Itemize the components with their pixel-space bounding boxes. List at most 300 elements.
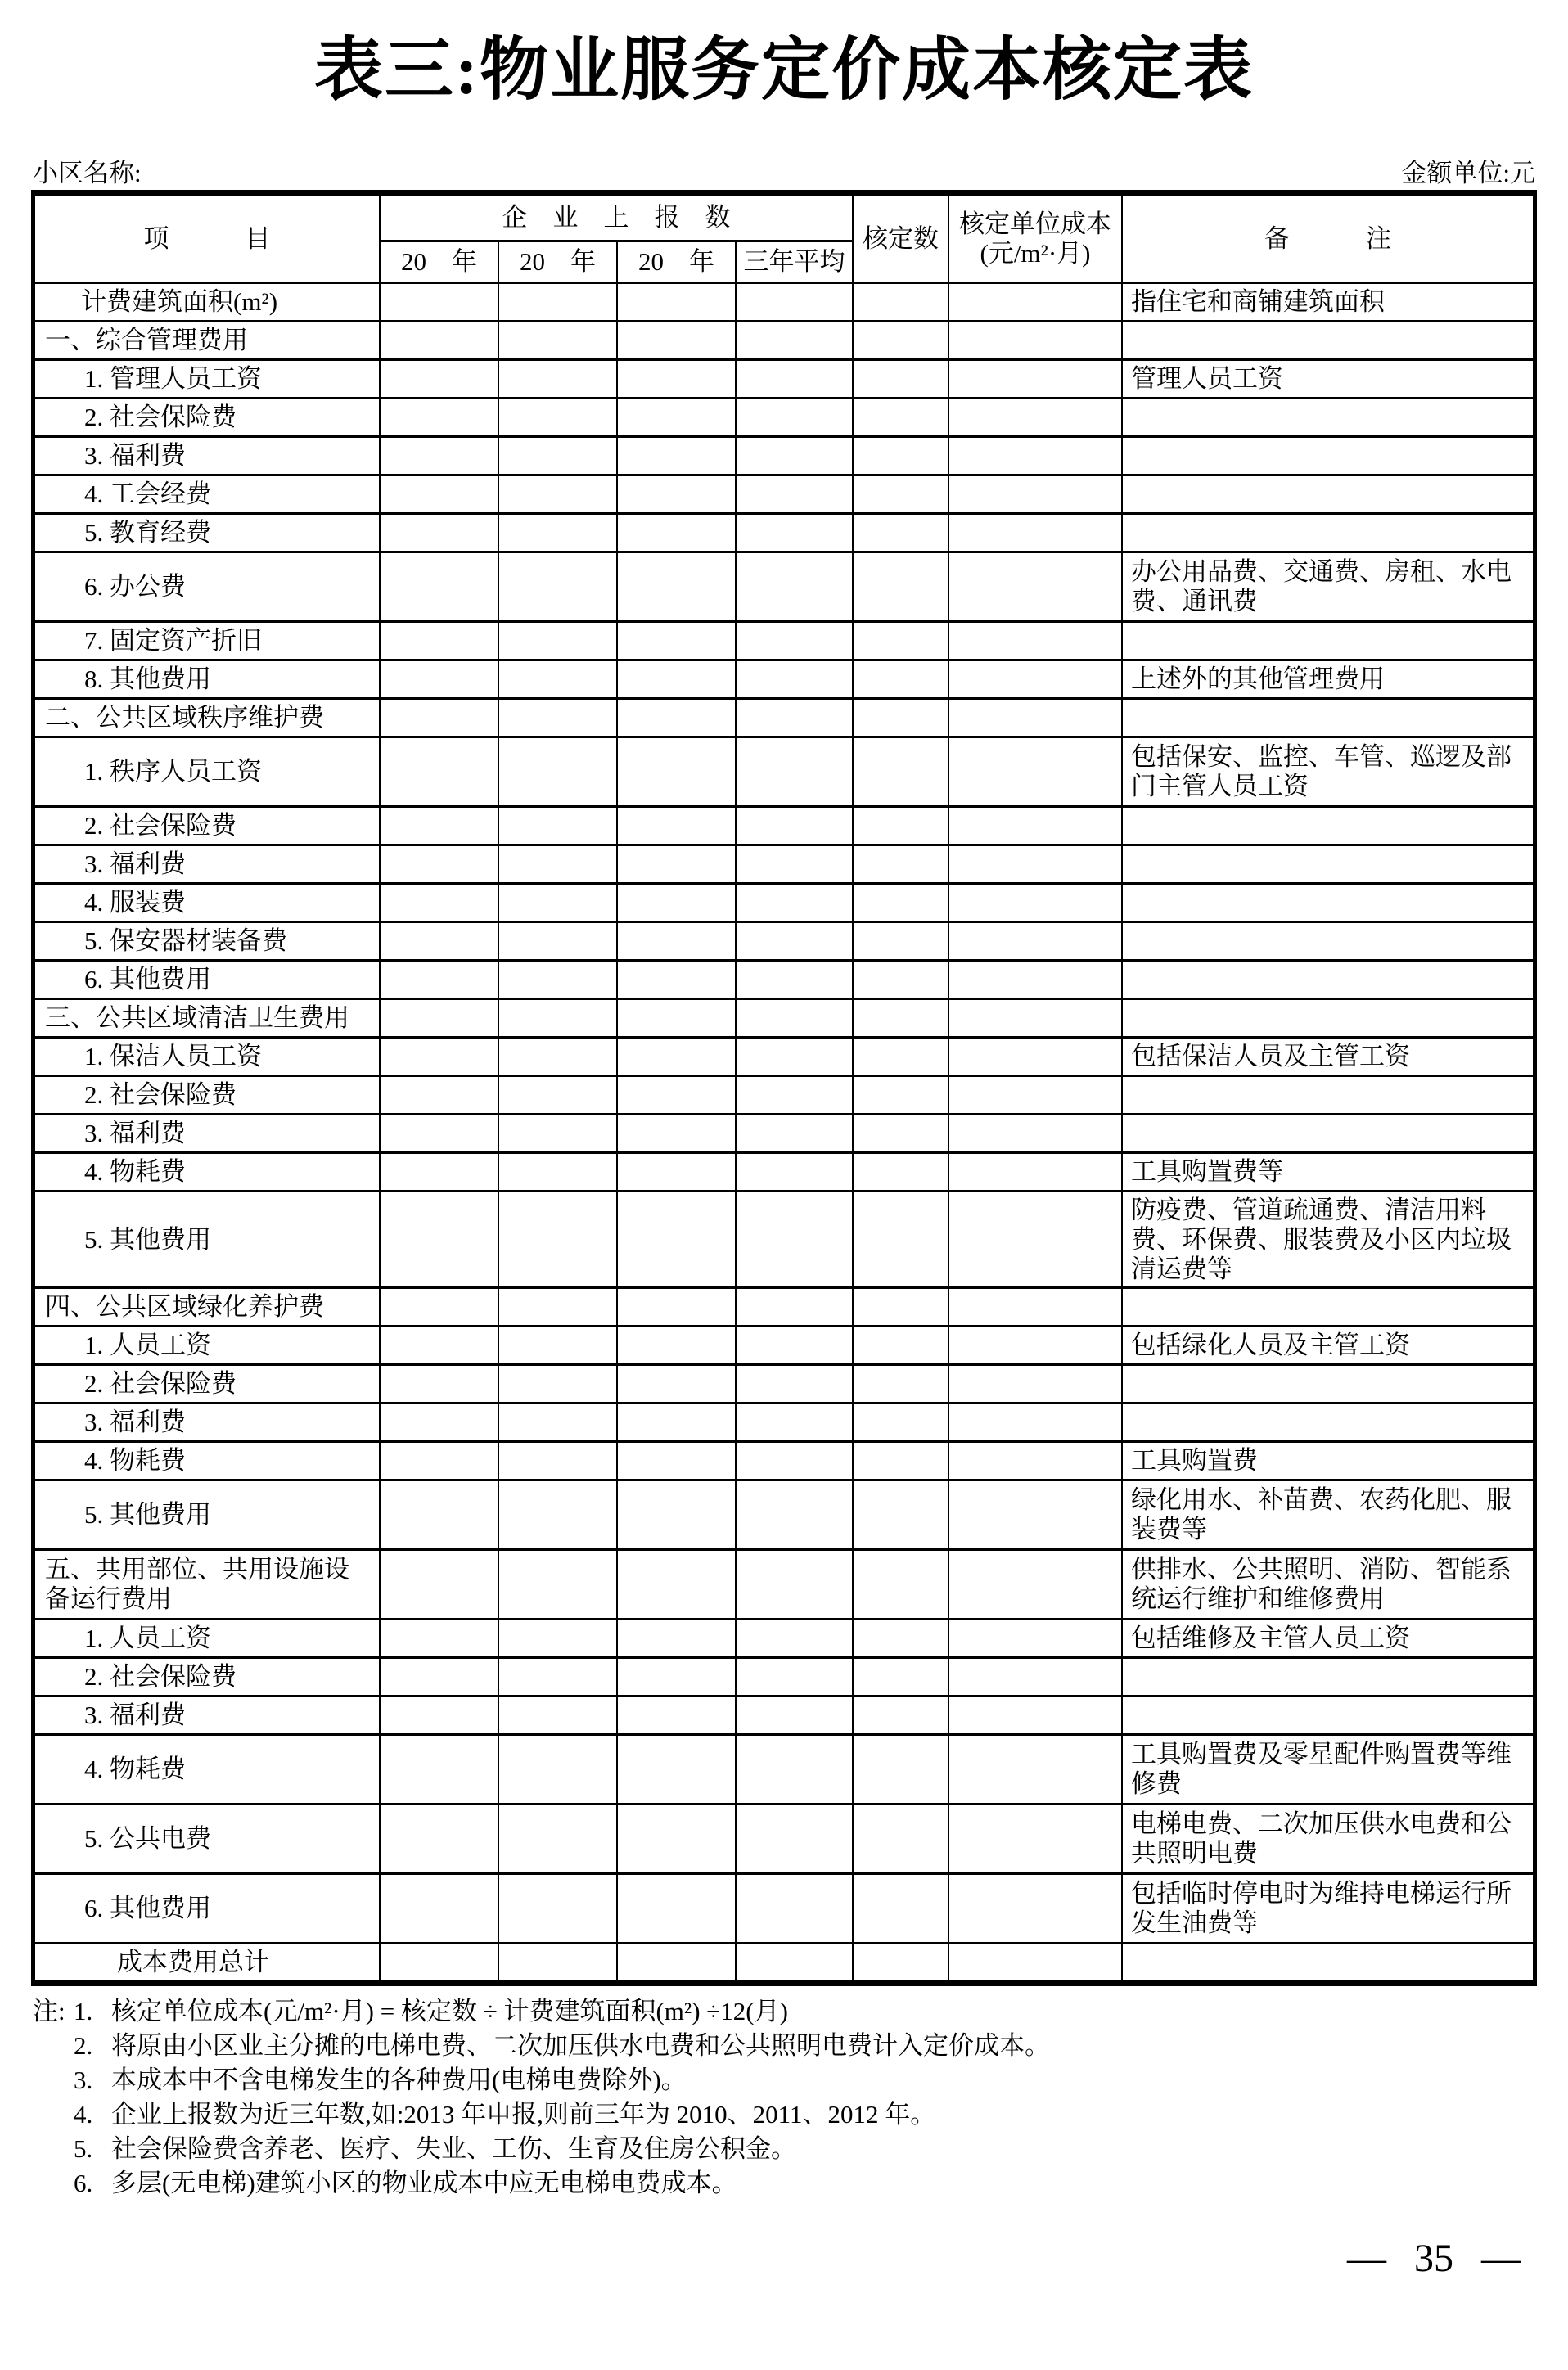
year1-cell xyxy=(381,553,498,620)
year2-cell xyxy=(499,661,616,697)
community-name-label: 小区名称: xyxy=(33,159,142,187)
header-year2-cell: 20 年 xyxy=(499,242,616,282)
year1-cell xyxy=(381,1366,498,1402)
row-label: 5. 教育经费 xyxy=(84,518,211,547)
year2-cell xyxy=(499,923,616,959)
three-year-average-cell xyxy=(737,553,852,620)
three-year-average-cell xyxy=(737,1481,852,1548)
year1-cell xyxy=(381,515,498,551)
year1-cell xyxy=(381,1481,498,1548)
three-year-average-cell xyxy=(737,1944,852,1980)
approved-number-cell xyxy=(854,1366,948,1402)
header-item-cell: 项 目 xyxy=(35,196,379,282)
row-label-cell xyxy=(35,322,379,358)
approved-unit-cost-cell xyxy=(949,923,1121,959)
approved-number-cell xyxy=(854,1944,948,1980)
year2-cell xyxy=(499,438,616,474)
row-label: 3. 福利费 xyxy=(84,849,186,878)
row-label-cell xyxy=(35,1192,379,1286)
year1-cell xyxy=(381,1039,498,1075)
three-year-average-cell xyxy=(737,661,852,697)
year2-cell xyxy=(499,1736,616,1803)
row-label: 6. 办公费 xyxy=(84,572,186,601)
three-year-average-cell xyxy=(737,1039,852,1075)
note-text: 社会保险费含养老、医疗、失业、工伤、生育及住房公积金。 xyxy=(111,2134,796,2163)
three-year-average-cell xyxy=(737,399,852,435)
year2-cell xyxy=(499,1875,616,1942)
row-label: 1. 人员工资 xyxy=(84,1624,211,1652)
year3-cell xyxy=(618,1697,735,1733)
three-year-average-cell xyxy=(737,1154,852,1190)
year1-cell xyxy=(381,1000,498,1036)
remark-cell xyxy=(1123,1805,1533,1872)
note-text: 多层(无电梯)建筑小区的物业成本中应无电梯电费成本。 xyxy=(111,2169,737,2197)
remark-cell xyxy=(1123,1659,1533,1695)
approved-number-cell xyxy=(854,1289,948,1325)
remark-text: 包括绿化人员及主管工资 xyxy=(1131,1331,1410,1359)
approved-number-cell xyxy=(854,623,948,659)
year3-cell xyxy=(618,515,735,551)
year3-cell xyxy=(618,284,735,320)
three-year-average-cell xyxy=(737,700,852,736)
approved-unit-cost-cell xyxy=(949,1077,1121,1113)
remark-cell xyxy=(1123,553,1533,620)
row-label: 2. 社会保险费 xyxy=(84,1080,237,1109)
three-year-average-cell xyxy=(737,1115,852,1151)
row-label-cell xyxy=(35,1443,379,1479)
approved-number-cell xyxy=(854,1039,948,1075)
year3-cell xyxy=(618,885,735,921)
approved-number-cell xyxy=(854,846,948,882)
three-year-average-cell xyxy=(737,1327,852,1363)
remark-cell xyxy=(1123,1327,1533,1363)
year1-cell xyxy=(381,1659,498,1695)
row-label-cell xyxy=(35,885,379,921)
row-label-cell xyxy=(35,476,379,512)
note-number: 3. xyxy=(74,2066,93,2094)
remark-text: 包括保安、监控、车管、巡逻及部门主管人员工资 xyxy=(1131,742,1512,800)
approved-unit-cost-cell xyxy=(949,1327,1121,1363)
approved-number-cell xyxy=(854,885,948,921)
year1-cell xyxy=(381,361,498,397)
year3-cell xyxy=(618,1154,735,1190)
three-year-average-cell xyxy=(737,1659,852,1695)
year2-cell xyxy=(499,962,616,998)
approved-number-cell xyxy=(854,1805,948,1872)
year2-cell xyxy=(499,1039,616,1075)
row-label: 一、综合管理费用 xyxy=(45,326,248,354)
remark-cell xyxy=(1123,438,1533,474)
row-label: 1. 保洁人员工资 xyxy=(84,1042,262,1070)
year2-cell xyxy=(499,1404,616,1440)
three-year-average-cell xyxy=(737,885,852,921)
approved-number-cell xyxy=(854,1551,948,1618)
year3-cell xyxy=(618,1404,735,1440)
year1-cell xyxy=(381,1077,498,1113)
remark-cell xyxy=(1123,1736,1533,1803)
approved-unit-cost-cell xyxy=(949,885,1121,921)
year2-cell xyxy=(499,1327,616,1363)
approved-number-cell xyxy=(854,1077,948,1113)
year1-cell xyxy=(381,962,498,998)
row-label: 成本费用总计 xyxy=(117,1948,269,1976)
three-year-average-cell xyxy=(737,284,852,320)
note-line xyxy=(33,2030,1522,2064)
year3-cell xyxy=(618,1366,735,1402)
approved-number-cell xyxy=(854,1659,948,1695)
row-label-cell xyxy=(35,1154,379,1190)
year3-cell xyxy=(618,1192,735,1286)
amount-unit-label: 金额单位:元 xyxy=(1401,159,1535,187)
remark-text: 上述外的其他管理费用 xyxy=(1131,665,1385,693)
year3-cell xyxy=(618,1039,735,1075)
year3-cell xyxy=(618,1805,735,1872)
row-label-cell xyxy=(35,1039,379,1075)
year3-cell xyxy=(618,399,735,435)
year3-cell xyxy=(618,438,735,474)
remark-cell xyxy=(1123,322,1533,358)
row-label: 计费建筑面积(m²) xyxy=(81,287,278,316)
remark-cell xyxy=(1123,661,1533,697)
year3-cell xyxy=(618,361,735,397)
row-label: 5. 保安器材装备费 xyxy=(84,926,287,955)
year1-cell xyxy=(381,1875,498,1942)
header-unit-cost-line1: 核定单位成本 xyxy=(959,209,1111,238)
approved-unit-cost-cell xyxy=(949,361,1121,397)
row-label-cell xyxy=(35,284,379,320)
approved-number-cell xyxy=(854,322,948,358)
row-label-cell xyxy=(35,1327,379,1363)
year2-cell xyxy=(499,1551,616,1618)
year3-cell xyxy=(618,1944,735,1980)
row-label-cell xyxy=(35,1697,379,1733)
row-label: 1. 人员工资 xyxy=(84,1331,211,1359)
year2-cell xyxy=(499,1366,616,1402)
remark-cell xyxy=(1123,361,1533,397)
row-label-cell xyxy=(35,661,379,697)
row-label-cell xyxy=(35,962,379,998)
year3-cell xyxy=(618,476,735,512)
year1-cell xyxy=(381,1443,498,1479)
remark-text: 供排水、公共照明、消防、智能系统运行维护和维修费用 xyxy=(1131,1555,1512,1613)
year2-cell xyxy=(499,1805,616,1872)
year1-cell xyxy=(381,808,498,844)
three-year-average-cell xyxy=(737,1404,852,1440)
header-year1-cell: 20 年 xyxy=(381,242,498,282)
year3-cell xyxy=(618,1736,735,1803)
remark-text: 包括临时停电时为维持电梯运行所发生油费等 xyxy=(1131,1879,1512,1937)
approved-unit-cost-cell xyxy=(949,476,1121,512)
approved-unit-cost-cell xyxy=(949,1000,1121,1036)
year3-cell xyxy=(618,923,735,959)
row-label-cell xyxy=(35,515,379,551)
year1-cell xyxy=(381,1697,498,1733)
remark-cell xyxy=(1123,700,1533,736)
approved-unit-cost-cell xyxy=(949,1944,1121,1980)
row-label: 4. 工会经费 xyxy=(84,480,211,508)
row-label: 3. 福利费 xyxy=(84,1119,186,1147)
remark-cell xyxy=(1123,962,1533,998)
year1-cell xyxy=(381,1327,498,1363)
year2-cell xyxy=(499,1115,616,1151)
year2-cell xyxy=(499,284,616,320)
year1-cell xyxy=(381,700,498,736)
year1-cell xyxy=(381,1115,498,1151)
approved-unit-cost-cell xyxy=(949,1366,1121,1402)
year2-cell xyxy=(499,361,616,397)
approved-number-cell xyxy=(854,284,948,320)
row-label: 8. 其他费用 xyxy=(84,665,211,693)
approved-unit-cost-cell xyxy=(949,1659,1121,1695)
header-approved-number-cell: 核定数 xyxy=(854,196,948,282)
note-text: 核定单位成本(元/m²·月) = 核定数 ÷ 计费建筑面积(m²) ÷12(月) xyxy=(111,1997,788,2025)
row-label: 5. 公共电费 xyxy=(84,1824,211,1853)
year2-cell xyxy=(499,1289,616,1325)
row-label: 5. 其他费用 xyxy=(84,1500,211,1529)
note-line xyxy=(33,2098,1522,2133)
row-label-cell xyxy=(35,553,379,620)
year1-cell xyxy=(381,1551,498,1618)
year1-cell xyxy=(381,923,498,959)
remark-cell xyxy=(1123,1404,1533,1440)
year2-cell xyxy=(499,399,616,435)
approved-unit-cost-cell xyxy=(949,322,1121,358)
year2-cell xyxy=(499,1944,616,1980)
row-label-cell xyxy=(35,1115,379,1151)
three-year-average-cell xyxy=(737,738,852,805)
year2-cell xyxy=(499,700,616,736)
row-label: 四、公共区域绿化养护费 xyxy=(45,1292,324,1321)
three-year-average-cell xyxy=(737,1875,852,1942)
remark-cell xyxy=(1123,1944,1533,1980)
year2-cell xyxy=(499,846,616,882)
approved-number-cell xyxy=(854,361,948,397)
year1-cell xyxy=(381,1404,498,1440)
row-label-cell xyxy=(35,808,379,844)
row-label-cell xyxy=(35,1805,379,1872)
row-label: 3. 福利费 xyxy=(84,1701,186,1729)
approved-unit-cost-cell xyxy=(949,553,1121,620)
remark-text: 工具购置费 xyxy=(1131,1446,1258,1475)
approved-unit-cost-cell xyxy=(949,808,1121,844)
row-label-cell xyxy=(35,1404,379,1440)
three-year-average-cell xyxy=(737,1443,852,1479)
approved-unit-cost-cell xyxy=(949,846,1121,882)
remark-cell xyxy=(1123,284,1533,320)
approved-unit-cost-cell xyxy=(949,1805,1121,1872)
remark-cell xyxy=(1123,738,1533,805)
row-label-cell xyxy=(35,923,379,959)
three-year-average-cell xyxy=(737,1000,852,1036)
row-label: 三、公共区域清洁卫生费用 xyxy=(45,1003,349,1032)
approved-number-cell xyxy=(854,738,948,805)
note-text: 本成本中不含电梯发生的各种费用(电梯电费除外)。 xyxy=(111,2066,687,2094)
year2-cell xyxy=(499,1659,616,1695)
approved-unit-cost-cell xyxy=(949,399,1121,435)
remark-cell xyxy=(1123,808,1533,844)
meta-row xyxy=(33,152,1535,189)
year1-cell xyxy=(381,1805,498,1872)
row-label: 1. 管理人员工资 xyxy=(84,364,262,393)
three-year-average-cell xyxy=(737,515,852,551)
year1-cell xyxy=(381,438,498,474)
remark-cell xyxy=(1123,1154,1533,1190)
row-label-cell xyxy=(35,438,379,474)
row-label: 4. 物耗费 xyxy=(84,1755,186,1783)
page-number: — 35 — xyxy=(1347,2237,1521,2280)
approved-unit-cost-cell xyxy=(949,1115,1121,1151)
year2-cell xyxy=(499,1620,616,1656)
row-label: 1. 秩序人员工资 xyxy=(84,757,262,786)
note-number: 1. xyxy=(74,1997,93,2025)
three-year-average-cell xyxy=(737,846,852,882)
row-label-cell xyxy=(35,1000,379,1036)
note-line xyxy=(33,2167,1522,2201)
year3-cell xyxy=(618,808,735,844)
remark-cell xyxy=(1123,1077,1533,1113)
year2-cell xyxy=(499,553,616,620)
remark-text: 防疫费、管道疏通费、清洁用料费、环保费、服装费及小区内垃圾清运费等 xyxy=(1131,1195,1512,1283)
approved-number-cell xyxy=(854,962,948,998)
year3-cell xyxy=(618,700,735,736)
approved-unit-cost-cell xyxy=(949,515,1121,551)
row-label-cell xyxy=(35,1659,379,1695)
remark-cell xyxy=(1123,1443,1533,1479)
year3-cell xyxy=(618,1077,735,1113)
approved-unit-cost-cell xyxy=(949,623,1121,659)
approved-number-cell xyxy=(854,1000,948,1036)
year1-cell xyxy=(381,1620,498,1656)
year2-cell xyxy=(499,1697,616,1733)
remark-cell xyxy=(1123,1289,1533,1325)
three-year-average-cell xyxy=(737,361,852,397)
row-label: 4. 物耗费 xyxy=(84,1157,186,1186)
three-year-average-cell xyxy=(737,1697,852,1733)
three-year-average-cell xyxy=(737,623,852,659)
year3-cell xyxy=(618,1875,735,1942)
year1-cell xyxy=(381,846,498,882)
row-label: 6. 其他费用 xyxy=(84,965,211,994)
note-prefix: 注: xyxy=(33,1997,65,2025)
year2-cell xyxy=(499,322,616,358)
row-label-cell xyxy=(35,1944,379,1980)
year1-cell xyxy=(381,738,498,805)
header-enterprise-reported-cell: 企 业 上 报 数 xyxy=(381,196,852,240)
three-year-average-cell xyxy=(737,1077,852,1113)
year3-cell xyxy=(618,1289,735,1325)
approved-number-cell xyxy=(854,808,948,844)
approved-unit-cost-cell xyxy=(949,284,1121,320)
approved-unit-cost-cell xyxy=(949,661,1121,697)
note-line xyxy=(33,2064,1522,2098)
year1-cell xyxy=(381,623,498,659)
row-label-cell xyxy=(35,846,379,882)
year1-cell xyxy=(381,322,498,358)
approved-number-cell xyxy=(854,1443,948,1479)
approved-unit-cost-cell xyxy=(949,1192,1121,1286)
three-year-average-cell xyxy=(737,1366,852,1402)
year3-cell xyxy=(618,1327,735,1363)
page-title: 表三:物业服务定价成本核定表 xyxy=(314,33,1254,109)
approved-unit-cost-cell xyxy=(949,1551,1121,1618)
three-year-average-cell xyxy=(737,923,852,959)
approved-number-cell xyxy=(854,438,948,474)
three-year-average-cell xyxy=(737,962,852,998)
year3-cell xyxy=(618,1000,735,1036)
row-label: 2. 社会保险费 xyxy=(84,811,237,840)
row-label: 五、共用部位、共用设施设备运行费用 xyxy=(45,1555,349,1613)
year1-cell xyxy=(381,661,498,697)
approved-number-cell xyxy=(854,661,948,697)
row-label-cell xyxy=(35,738,379,805)
year2-cell xyxy=(499,1481,616,1548)
year3-cell xyxy=(618,1443,735,1479)
remark-text: 包括保洁人员及主管工资 xyxy=(1131,1042,1410,1070)
approved-number-cell xyxy=(854,515,948,551)
note-text: 企业上报数为近三年数,如:2013 年申报,则前三年为 2010、2011、2012 年。 xyxy=(111,2100,936,2129)
row-label-cell xyxy=(35,1289,379,1325)
note-line xyxy=(33,1995,1522,2030)
remark-cell xyxy=(1123,1192,1533,1286)
year1-cell xyxy=(381,284,498,320)
approved-number-cell xyxy=(854,1736,948,1803)
row-label-cell xyxy=(35,361,379,397)
year1-cell xyxy=(381,885,498,921)
year3-cell xyxy=(618,623,735,659)
row-label: 3. 福利费 xyxy=(84,1408,186,1436)
approved-unit-cost-cell xyxy=(949,1289,1121,1325)
approved-number-cell xyxy=(854,1154,948,1190)
year2-cell xyxy=(499,623,616,659)
approved-unit-cost-cell xyxy=(949,738,1121,805)
remark-cell xyxy=(1123,1620,1533,1656)
remark-cell xyxy=(1123,885,1533,921)
approved-number-cell xyxy=(854,1875,948,1942)
row-label-cell xyxy=(35,1551,379,1618)
approved-unit-cost-cell xyxy=(949,1875,1121,1942)
year1-cell xyxy=(381,1289,498,1325)
remark-cell xyxy=(1123,1115,1533,1151)
row-label: 2. 社会保险费 xyxy=(84,1369,237,1398)
row-label: 7. 固定资产折旧 xyxy=(84,626,262,655)
note-number: 4. xyxy=(74,2100,93,2129)
row-label: 2. 社会保险费 xyxy=(84,403,237,431)
row-label-cell xyxy=(35,1620,379,1656)
year3-cell xyxy=(618,1115,735,1151)
year2-cell xyxy=(499,476,616,512)
year1-cell xyxy=(381,1192,498,1286)
year3-cell xyxy=(618,322,735,358)
note-number: 5. xyxy=(74,2134,93,2163)
remark-cell xyxy=(1123,923,1533,959)
approved-unit-cost-cell xyxy=(949,1404,1121,1440)
approved-number-cell xyxy=(854,700,948,736)
year1-cell xyxy=(381,1736,498,1803)
note-number: 6. xyxy=(74,2169,93,2197)
approved-number-cell xyxy=(854,1697,948,1733)
approved-number-cell xyxy=(854,1404,948,1440)
notes-section xyxy=(33,1995,1522,2201)
row-label-cell xyxy=(35,1875,379,1942)
year2-cell xyxy=(499,1000,616,1036)
approved-unit-cost-cell xyxy=(949,1154,1121,1190)
three-year-average-cell xyxy=(737,1551,852,1618)
three-year-average-cell xyxy=(737,1192,852,1286)
row-label-cell xyxy=(35,1736,379,1803)
remark-text: 工具购置费等 xyxy=(1131,1157,1283,1186)
header-unit-cost-line2: (元/m²·月) xyxy=(980,238,1091,268)
year1-cell xyxy=(381,399,498,435)
